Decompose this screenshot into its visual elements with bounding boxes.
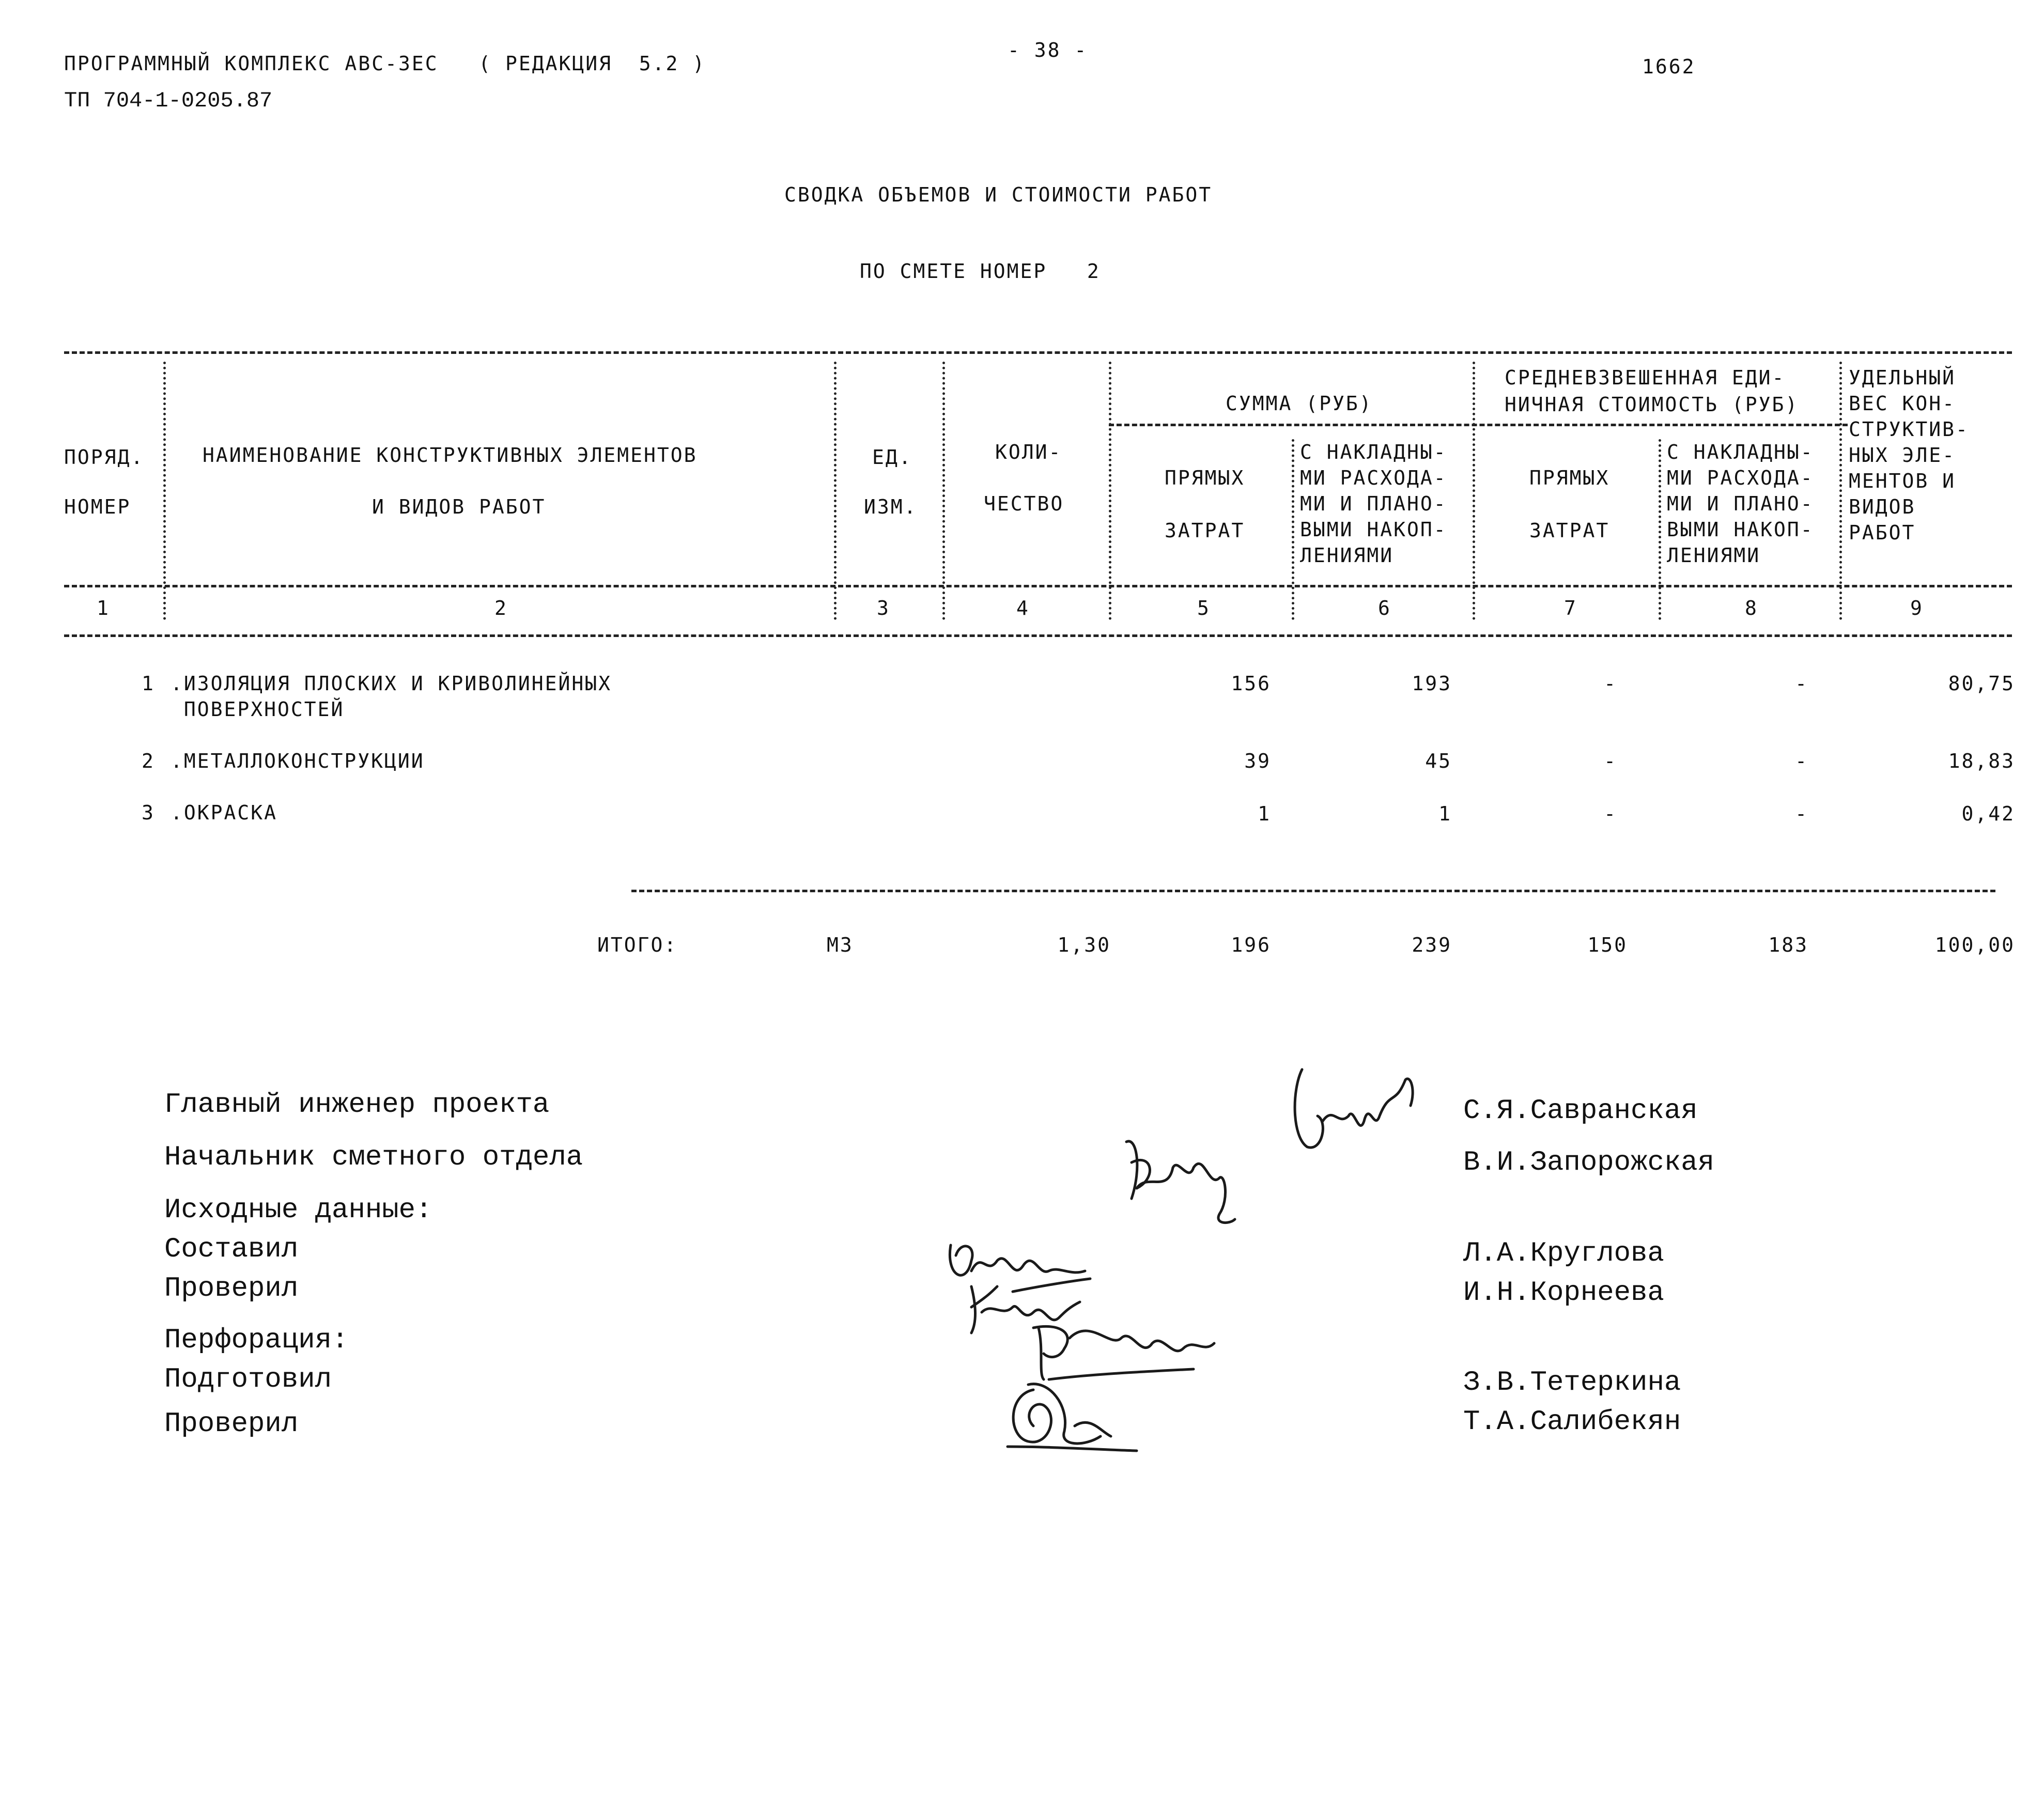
header-name-line2: И ВИДОВ РАБОТ <box>372 495 546 518</box>
row-avg-direct: - <box>1604 672 1617 695</box>
header-sum-overhead: С НАКЛАДНЫ- <box>1300 441 1447 463</box>
total-quantity: 1,30 <box>1057 934 1111 956</box>
header-bottom-rule <box>64 585 2012 587</box>
column-number: 4 <box>1016 597 1030 619</box>
col-separator <box>942 362 945 620</box>
header-avg-group-line2: НИЧНАЯ СТОИМОСТЬ (РУБ) <box>1505 393 1799 416</box>
header-avg-overhead: МИ РАСХОДА- <box>1667 467 1814 489</box>
row-sum-overhead: 1 <box>1438 802 1452 825</box>
total-avg-overhead: 183 <box>1768 934 1808 956</box>
column-number: 2 <box>494 597 508 619</box>
signature-salibekyan <box>997 1374 1147 1452</box>
row-sum-direct: 156 <box>1231 672 1271 695</box>
row-sum-direct: 1 <box>1258 802 1271 825</box>
table-top-rule <box>64 351 2012 354</box>
name-korneeva: И.Н.Корнеева <box>1463 1277 1664 1309</box>
header-avg-overhead: МИ И ПЛАНО- <box>1667 492 1814 515</box>
row-name: .МЕТАЛЛОКОНСТРУКЦИИ <box>171 750 425 772</box>
total-label: ИТОГО: <box>597 934 678 956</box>
header-avg-overhead: ЛЕНИЯМИ <box>1667 544 1761 567</box>
header-avg-direct-line2: ЗАТРАТ <box>1529 519 1610 542</box>
name-savranskaya: С.Я.Савранская <box>1463 1095 1698 1127</box>
header-avg-direct: ПРЯМЫХ <box>1529 467 1610 489</box>
row-avg-direct: - <box>1604 750 1617 772</box>
page-number: - 38 - <box>1008 39 1088 61</box>
header-sum-overhead: МИ РАСХОДА- <box>1300 467 1447 489</box>
header-avg-overhead: ВЫМИ НАКОП- <box>1667 518 1814 541</box>
header-sum-overhead: ЛЕНИЯМИ <box>1300 544 1394 567</box>
col-separator <box>163 362 166 620</box>
col-separator <box>1292 439 1294 620</box>
role-perforation: Перфорация: <box>164 1325 349 1356</box>
column-numbers-rule <box>64 634 2012 637</box>
role-estimate-head: Начальник сметного отдела <box>164 1142 583 1173</box>
header-order-number: НОМЕР <box>64 495 131 518</box>
header-quantity-line2: ЧЕСТВО <box>984 492 1064 515</box>
row-number: 1 <box>142 672 155 695</box>
row-weight: 18,83 <box>1948 750 2015 772</box>
total-unit: М3 <box>827 934 854 956</box>
header-weight: МЕНТОВ И <box>1849 470 1956 492</box>
header-order: ПОРЯД. <box>64 446 145 469</box>
header-sum-overhead: МИ И ПЛАНО- <box>1300 492 1447 515</box>
total-rule <box>631 890 1995 892</box>
name-salibekyan: Т.А.Салибекян <box>1463 1406 1681 1438</box>
column-number: 6 <box>1378 597 1391 619</box>
header-weight: УДЕЛЬНЫЙ <box>1849 366 1956 389</box>
row-avg-overhead: - <box>1795 802 1808 825</box>
row-number: 3 <box>142 801 155 824</box>
row-number: 2 <box>142 750 155 772</box>
column-number: 3 <box>877 597 890 619</box>
row-avg-overhead: - <box>1795 750 1808 772</box>
group-header-rule <box>1109 424 1848 426</box>
role-compiled: Составил <box>164 1234 299 1265</box>
col-separator <box>1473 362 1475 620</box>
header-weight: СТРУКТИВ- <box>1849 418 1969 441</box>
header-unit: ЕД. <box>872 446 912 469</box>
row-sum-overhead: 193 <box>1412 672 1452 695</box>
name-zaporozhskaya: В.И.Запорожская <box>1463 1147 1715 1178</box>
total-sum-overhead: 239 <box>1412 934 1452 956</box>
header-weight: ВЕС КОН- <box>1849 392 1956 415</box>
signature-zaporozhskaya <box>1116 1121 1245 1230</box>
row-name: .ИЗОЛЯЦИЯ ПЛОСКИХ И КРИВОЛИНЕЙНЫХ <box>171 672 612 695</box>
row-weight: 0,42 <box>1961 802 2015 825</box>
col-separator <box>1839 362 1842 620</box>
header-quantity: КОЛИ- <box>995 441 1062 463</box>
document-number: 1662 <box>1642 55 1696 78</box>
row-avg-direct: - <box>1604 802 1617 825</box>
header-sum-overhead: ВЫМИ НАКОП- <box>1300 518 1447 541</box>
header-sum-group: СУММА (РУБ) <box>1226 392 1373 415</box>
header-weight: ВИДОВ <box>1849 495 1916 518</box>
header-sum-direct-line2: ЗАТРАТ <box>1165 519 1245 542</box>
column-number: 7 <box>1564 597 1577 619</box>
col-separator <box>834 362 837 620</box>
total-sum-direct: 196 <box>1231 934 1271 956</box>
column-number: 1 <box>97 597 110 619</box>
column-number: 9 <box>1910 597 1924 619</box>
total-weight: 100,00 <box>1934 934 2015 956</box>
document-title: СВОДКА ОБЪЕМОВ И СТОИМОСТИ РАБОТ <box>784 183 1213 206</box>
name-kruglova: Л.А.Круглова <box>1463 1238 1664 1269</box>
header-sum-direct: ПРЯМЫХ <box>1165 467 1245 489</box>
row-avg-overhead: - <box>1795 672 1808 695</box>
row-weight: 80,75 <box>1948 672 2015 695</box>
total-avg-direct: 150 <box>1587 934 1628 956</box>
role-checked-2: Проверил <box>164 1408 299 1440</box>
header-unit-line2: ИЗМ. <box>864 495 918 518</box>
role-chief-engineer: Главный инженер проекта <box>164 1089 550 1121</box>
row-name: .ОКРАСКА <box>171 801 278 824</box>
program-name: ПРОГРАММНЫЙ КОМПЛЕКС АВС-3ЕС ( РЕДАКЦИЯ 5.2 ) <box>64 52 706 75</box>
column-number: 5 <box>1197 597 1211 619</box>
row-sum-overhead: 45 <box>1425 750 1452 772</box>
project-code: ТП 704-1-0205.87 <box>64 88 273 113</box>
header-avg-overhead: С НАКЛАДНЫ- <box>1667 441 1814 463</box>
row-name-line2: ПОВЕРХНОСТЕЙ <box>171 698 345 721</box>
row-sum-direct: 39 <box>1244 750 1271 772</box>
header-avg-group: СРЕДНЕВЗВЕШЕННАЯ ЕДИ- <box>1505 366 1786 389</box>
col-separator <box>1659 439 1661 620</box>
header-weight: НЫХ ЭЛЕ- <box>1849 444 1956 467</box>
document-subtitle: ПО СМЕТЕ НОМЕР 2 <box>860 260 1101 283</box>
column-number: 8 <box>1745 597 1758 619</box>
name-teterkina: З.В.Тетеркина <box>1463 1367 1681 1399</box>
role-checked: Проверил <box>164 1273 299 1305</box>
col-separator <box>1109 362 1111 620</box>
signature-savranskaya <box>1287 1059 1421 1162</box>
header-name: НАИМЕНОВАНИЕ КОНСТРУКТИВНЫХ ЭЛЕМЕНТОВ <box>203 444 698 467</box>
role-source-data: Исходные данные: <box>164 1194 432 1226</box>
role-prepared: Подготовил <box>164 1364 332 1395</box>
header-weight: РАБОТ <box>1849 521 1916 544</box>
